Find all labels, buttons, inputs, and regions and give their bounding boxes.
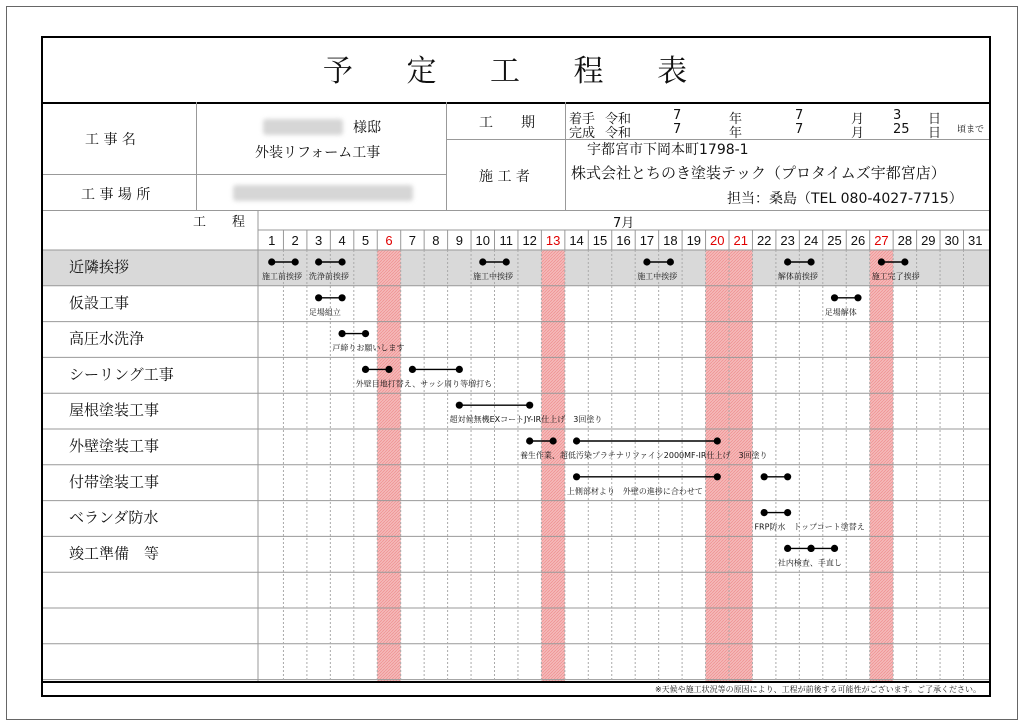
task-note: 足場解体 (824, 307, 857, 317)
task-note: 超対候無機EXコートJY-IR仕上げ 3回塗り (449, 415, 603, 425)
gantt-bar-end (831, 545, 838, 552)
highlight-row (43, 250, 989, 286)
gantt-bar-start (409, 366, 416, 373)
gantt-bar-start (784, 258, 791, 265)
gantt-bar-end (714, 473, 721, 480)
gantt-bar-start (878, 258, 885, 265)
day-number: 24 (803, 233, 819, 248)
task-note: 養生作業、超低汚染プラチナリファイン2000MF-IR仕上げ 3回塗り (519, 451, 768, 460)
day-number: 18 (663, 233, 678, 248)
company-address: 宇都宮市下岡本町1798-1 (587, 142, 749, 158)
task-note: FRP防水 トップコート塗替え (754, 522, 865, 532)
sekou-label: 施 工 者 (479, 169, 530, 185)
gantt-bar-end (526, 402, 533, 409)
gantt-bar-end (338, 294, 345, 301)
gantt-bar-start (362, 366, 369, 373)
day-number: 31 (967, 233, 983, 248)
gantt-bar-end (362, 330, 369, 337)
day-number: 17 (639, 233, 655, 248)
day-number: 23 (780, 233, 795, 248)
gantt-bar-start (315, 294, 322, 301)
task-note: 施工完了挨拶 (871, 272, 920, 281)
task-name: シーリング工事 (69, 365, 174, 384)
day-number: 22 (756, 233, 772, 248)
day-number: 25 (827, 233, 842, 248)
task-name: 竣工準備 等 (69, 544, 160, 563)
day-number: 29 (921, 233, 936, 248)
task-name: 高圧水洗浄 (69, 329, 145, 348)
gantt-bar-start (831, 294, 838, 301)
gantt-bar-start (338, 330, 345, 337)
start-row-cell: 7 (795, 108, 804, 123)
day-number: 13 (545, 233, 561, 248)
task-name: 屋根塗装工事 (69, 401, 160, 420)
day-number: 19 (686, 233, 702, 248)
end-row-cell: 7 (795, 122, 804, 137)
page-title: 予 定 工 程 表 (322, 54, 710, 89)
start-row-cell: 令和 (605, 112, 632, 127)
end-row-cell: 完成 (569, 126, 596, 141)
day-number: 7 (408, 233, 417, 248)
start-row-cell: 年 (729, 112, 743, 127)
gantt-bar-start (573, 473, 580, 480)
task-note: 足場組立 (308, 307, 341, 317)
day-number: 10 (475, 233, 491, 248)
day-number: 26 (850, 233, 866, 248)
gantt-bar-end (503, 258, 510, 265)
sheet (6, 6, 1018, 720)
gantt-bar-start (761, 509, 768, 516)
kouki-label: 工 期 (479, 115, 535, 131)
task-note: 洗浄前挨拶 (308, 272, 349, 281)
gantt-bar-end (807, 258, 814, 265)
day-number: 8 (432, 233, 440, 248)
day-number: 28 (897, 233, 913, 248)
task-name: 仮設工事 (69, 293, 130, 312)
koji-mei-label: 工 事 名 (85, 132, 136, 148)
gantt-bar-end (456, 366, 463, 373)
gantt-bar-start (643, 258, 650, 265)
koji-basho-label: 工 事 場 所 (81, 187, 151, 203)
task-name: 近隣挨拶 (69, 258, 130, 276)
gantt-bar-start (526, 437, 533, 444)
gantt-bar-start (784, 545, 791, 552)
gantt-bar-end (714, 437, 721, 444)
start-row-cell: 3 (893, 108, 902, 123)
end-row-cell: 25 (893, 122, 910, 137)
day-number: 30 (944, 233, 960, 248)
holiday-column (541, 250, 564, 681)
day-number: 5 (361, 233, 370, 248)
holiday-column (870, 250, 893, 681)
gantt-bar-end (784, 473, 791, 480)
gantt-chart (43, 38, 989, 681)
gantt-bar-end (667, 258, 674, 265)
day-number: 11 (499, 233, 513, 248)
task-note: 上側部材より 外壁の進捗に合わせて (566, 486, 703, 496)
task-note: 社内検査、手直し (777, 558, 842, 568)
start-row-cell: 着手 (569, 112, 596, 127)
gantt-bar-end (901, 258, 908, 265)
gantt-bar-start (573, 437, 580, 444)
gantt-bar-end (292, 258, 299, 265)
end-row-cell: 年 (729, 126, 743, 141)
day-number: 27 (874, 233, 889, 248)
gantt-bar-start (315, 258, 322, 265)
task-note: 解体前挨拶 (777, 272, 818, 281)
task-note: 施工中挨拶 (473, 272, 514, 281)
day-number: 14 (569, 233, 584, 248)
end-row-cell: 7 (673, 122, 682, 137)
day-number: 2 (291, 233, 299, 248)
contact-info: 担当：桑島（TEL 080-4027-7715） (727, 191, 963, 207)
gantt-bar-end (385, 366, 392, 373)
holiday-column (706, 250, 729, 681)
day-number: 16 (616, 233, 631, 248)
client-suffix: 様邸 (353, 120, 381, 136)
day-number: 6 (385, 233, 393, 248)
task-note: 戸締りお願いします (332, 343, 405, 353)
end-note: 頃まで (957, 125, 985, 135)
task-note: 外壁目地打替え、サッシ周り等増打ち (355, 379, 493, 389)
end-row-cell: 日 (928, 126, 942, 141)
day-number: 1 (268, 233, 276, 248)
day-number: 4 (338, 233, 346, 248)
project-name: 外装リフォーム工事 (255, 145, 381, 161)
schedule-frame (41, 36, 991, 697)
gantt-bar-end (854, 294, 861, 301)
task-note: 施工中挨拶 (637, 272, 678, 281)
end-row-cell: 月 (851, 126, 865, 141)
company-name: 株式会社とちのき塗装テック（プロタイムズ宇都宮店） (571, 164, 946, 182)
day-number: 20 (710, 233, 725, 248)
start-row-cell: 月 (851, 112, 865, 127)
gantt-bar-start (807, 545, 814, 552)
gantt-bar-start (761, 473, 768, 480)
gantt-bar-end (784, 509, 791, 516)
day-number: 21 (733, 233, 748, 248)
task-note: 施工前挨拶 (262, 272, 302, 281)
task-name: 外壁塗装工事 (69, 437, 160, 455)
process-label: 工 程 (193, 215, 246, 230)
gantt-bar-start (479, 258, 486, 265)
month-label: 7月 (613, 216, 635, 231)
start-row-cell: 日 (928, 112, 942, 127)
day-number: 12 (522, 233, 537, 248)
day-number: 15 (592, 233, 608, 248)
start-row-cell: 7 (673, 108, 682, 123)
footer-divider (43, 681, 989, 683)
task-name: ベランダ防水 (69, 508, 159, 527)
gantt-bar-end (550, 437, 557, 444)
holiday-column (729, 250, 752, 681)
gantt-bar-end (338, 258, 345, 265)
day-number: 3 (315, 233, 323, 248)
gantt-bar-start (268, 258, 275, 265)
day-number: 9 (455, 233, 463, 248)
footer-note: ※天候や施工状況等の原因により、工程が前後する可能性がございます。ご了承ください。 (654, 685, 981, 694)
holiday-column (377, 250, 400, 681)
gantt-bar-start (456, 402, 463, 409)
end-row-cell: 令和 (605, 126, 632, 141)
task-name: 付帯塗装工事 (69, 472, 160, 491)
